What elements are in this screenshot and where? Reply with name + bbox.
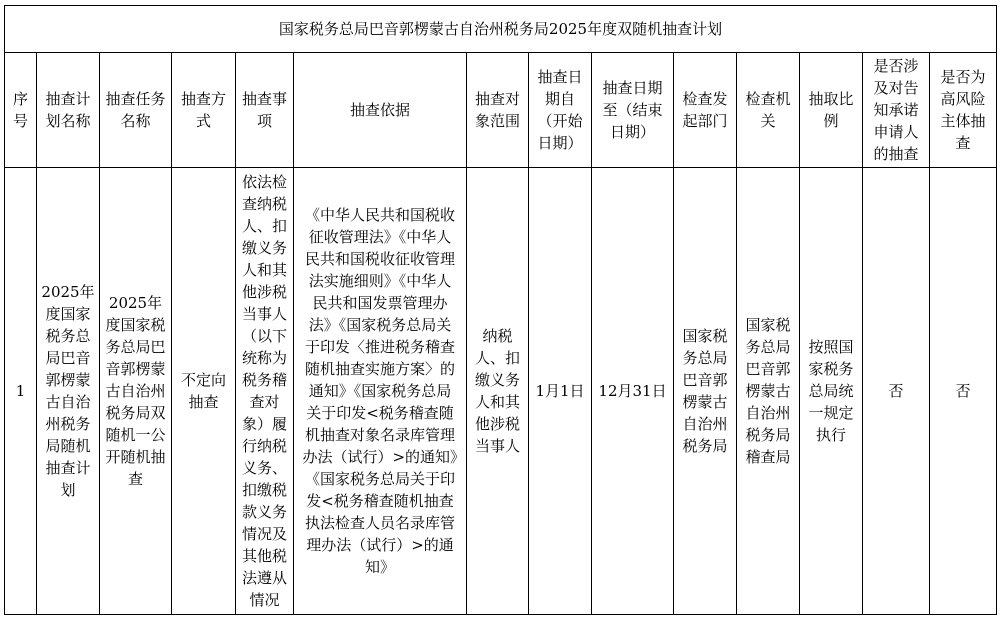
header-ratio: 抽取比例 <box>800 53 863 168</box>
cell-method: 不定向抽查 <box>172 168 236 615</box>
header-initiator: 检查发起部门 <box>674 53 737 168</box>
header-date-to: 抽查日期至（结束日期） <box>592 53 674 168</box>
header-date-from: 抽查日期自（开始日期） <box>529 53 592 168</box>
cell-basis: 《中华人民共和国税收征收管理法》《中华人民共和国税收征收管理法实施细则》《中华人民共和国发票管理办法》《国家税务总局关于印发〈推进税务稽查随机抽查实施方案〉的通知》《国家税务总局关于印发<税务稽查随机抽查对象名录库管理办法（试行）>的通知》《国家税务总局关于印发<税务稽查随机抽查执法检查人员名录库管理办法（试行）>的通知》 <box>294 168 467 615</box>
cell-plan-name: 2025年度国家税务总局巴音郭楞蒙古自治州税务局随机抽查计划 <box>37 168 100 615</box>
cell-commitment: 否 <box>863 168 930 615</box>
header-scope: 抽查对象范围 <box>467 53 529 168</box>
cell-date-to: 12月31日 <box>592 168 674 615</box>
cell-date-from: 1月1日 <box>529 168 592 615</box>
header-task-name: 抽查任务名称 <box>100 53 172 168</box>
table-title: 国家税务总局巴音郭楞蒙古自治州税务局2025年度双随机抽查计划 <box>5 6 997 53</box>
cell-items: 依法检查纳税人、扣缴义务人和其他涉税当事人（以下统称为税务稽查对象）履行纳税义务、扣缴税款义务情况及其他税法遵从情况 <box>236 168 294 615</box>
table-row <box>5 168 997 615</box>
cell-scope: 纳税人、扣缴义务人和其他涉税当事人 <box>467 168 529 615</box>
header-authority: 检查机关 <box>737 53 800 168</box>
cell-initiator: 国家税务总局巴音郭楞蒙古自治州税务局 <box>674 168 737 615</box>
header-high-risk: 是否为高风险主体抽查 <box>930 53 997 168</box>
cell-authority: 国家税务总局巴音郭楞蒙古自治州税务局稽查局 <box>737 168 800 615</box>
cell-high-risk: 否 <box>930 168 997 615</box>
cell-task-name: 2025年度国家税务总局巴音郭楞蒙古自治州税务局双随机一公开随机抽查 <box>100 168 172 615</box>
cell-index: 1 <box>5 168 37 615</box>
sampling-plan-table <box>4 5 997 615</box>
header-method: 抽查方式 <box>172 53 236 168</box>
header-plan-name: 抽查计划名称 <box>37 53 100 168</box>
header-index: 序号 <box>5 53 37 168</box>
header-basis: 抽查依据 <box>294 53 467 168</box>
header-commitment: 是否涉及对告知承诺申请人的抽查 <box>863 53 930 168</box>
cell-ratio: 按照国家税务总局统一规定执行 <box>800 168 863 615</box>
header-items: 抽查事项 <box>236 53 294 168</box>
